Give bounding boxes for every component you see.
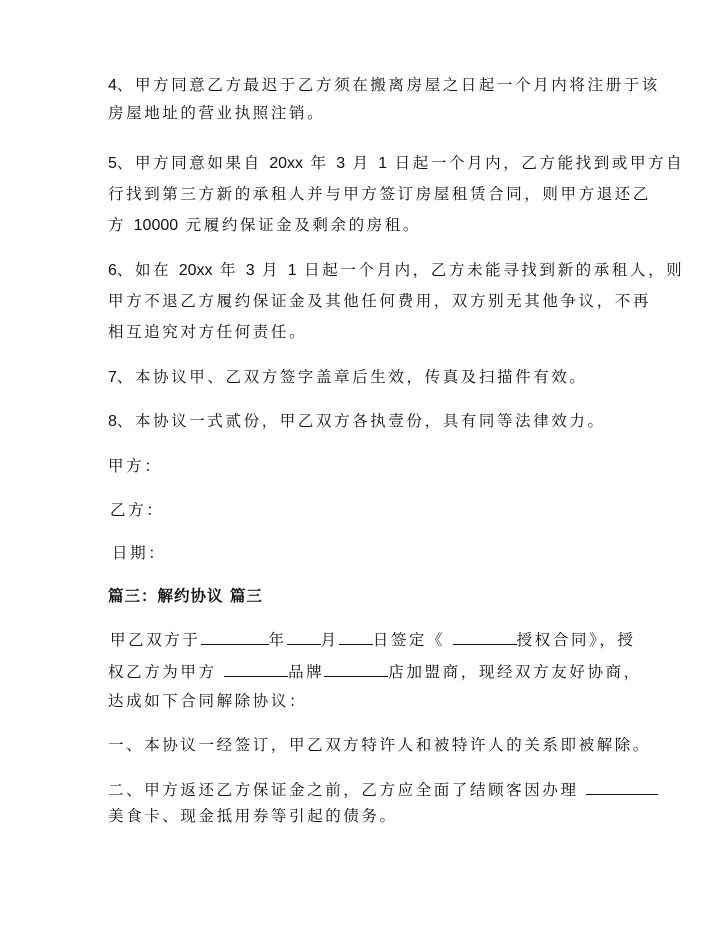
- year-value: 20xx: [178, 262, 213, 279]
- party-a-label: 甲方：: [108, 457, 163, 475]
- blank-field-brand[interactable]: [224, 660, 288, 677]
- item-2-line-2: 美食卡、现金抵用券等引起的债务。: [108, 807, 398, 825]
- day-value: 1: [287, 262, 297, 279]
- clause-8: [108, 411, 606, 432]
- clause-text: 元履约保证金及剩余的房租。: [178, 216, 421, 234]
- blank-field-contract[interactable]: [453, 628, 517, 645]
- clause-7: [108, 367, 588, 388]
- clause-6-line-2: 甲方不退乙方履约保证金及其他任何费用，双方别无其他争议，不再: [108, 292, 652, 310]
- clause-5-line-1: [108, 153, 684, 174]
- clause-number: 8: [108, 413, 117, 430]
- intro-text: 权乙方为甲方: [108, 663, 225, 681]
- intro-text: 店加盟商，现经双方友好协商，: [388, 663, 642, 681]
- intro-line-3: 达成如下合同解除协议：: [108, 692, 308, 710]
- clause-number: 4: [108, 77, 117, 94]
- clause-text: 月: [254, 261, 288, 279]
- clause-text: 年: [303, 154, 337, 172]
- clause-number: 5: [108, 155, 117, 172]
- clause-text: 日起一个月内，乙方能找到或甲方自: [387, 154, 685, 172]
- amount-value: 10000: [133, 217, 179, 234]
- item-1: 一、本协议一经签订，甲乙双方特许人和被特许人的关系即被解除。: [108, 736, 652, 754]
- clause-text: 、本协议甲、乙双方签字盖章后生效，传真及扫描件有效。: [116, 368, 588, 386]
- day-value: 1: [378, 155, 388, 172]
- intro-text: 年: [268, 631, 287, 649]
- intro-text: 日签定《: [372, 631, 453, 649]
- intro-line-1: [110, 628, 636, 650]
- clause-text: 月: [345, 154, 379, 172]
- month-value: 3: [336, 155, 346, 172]
- blank-field-store[interactable]: [324, 660, 388, 677]
- clause-4-line-1: [108, 75, 660, 96]
- intro-line-2: [108, 660, 642, 682]
- clause-6-line-3: 相互追究对方任何责任。: [108, 323, 308, 341]
- date-label: 日期：: [112, 544, 167, 562]
- intro-text: 月: [320, 631, 339, 649]
- section-heading: 篇三：解约协议 篇三: [108, 587, 263, 605]
- clause-4-line-2: 房屋地址的营业执照注销。: [108, 104, 326, 122]
- clause-text: 方: [108, 216, 134, 234]
- party-b-label: 乙方：: [110, 501, 165, 519]
- item-text: 二、甲方返还乙方保证金之前，乙方应全面了结顾客因办理: [108, 781, 587, 799]
- intro-text: 甲乙双方于: [110, 631, 201, 649]
- clause-text: 、如在: [116, 261, 179, 279]
- clause-5-line-2: 行找到第三方新的承租人并与甲方签订房屋租赁合同，则甲方退还乙: [108, 185, 652, 203]
- clause-number: 7: [108, 369, 117, 386]
- clause-6-line-1: [108, 260, 684, 281]
- blank-field-month[interactable]: [287, 628, 321, 645]
- clause-text: 、甲方同意如果自: [116, 154, 270, 172]
- year-value: 20xx: [269, 155, 304, 172]
- clause-text: 、甲方同意乙方最迟于乙方须在搬离房屋之日起一个月内将注册于该: [116, 76, 660, 94]
- blank-field-day[interactable]: [339, 628, 373, 645]
- clause-text: 日起一个月内，乙方未能寻找到新的承租人，则: [296, 261, 685, 279]
- intro-text: 授权合同》，授: [516, 631, 636, 649]
- item-2-line-1: [108, 778, 658, 800]
- clause-text: 年: [212, 261, 246, 279]
- blank-field-year[interactable]: [201, 628, 269, 645]
- month-value: 3: [245, 262, 255, 279]
- clause-number: 6: [108, 262, 117, 279]
- blank-field-card[interactable]: [586, 778, 658, 795]
- clause-5-line-3: [108, 215, 421, 236]
- clause-text: 、本协议一式贰份，甲乙双方各执壹份，具有同等法律效力。: [116, 412, 606, 430]
- intro-text: 品牌: [288, 663, 325, 681]
